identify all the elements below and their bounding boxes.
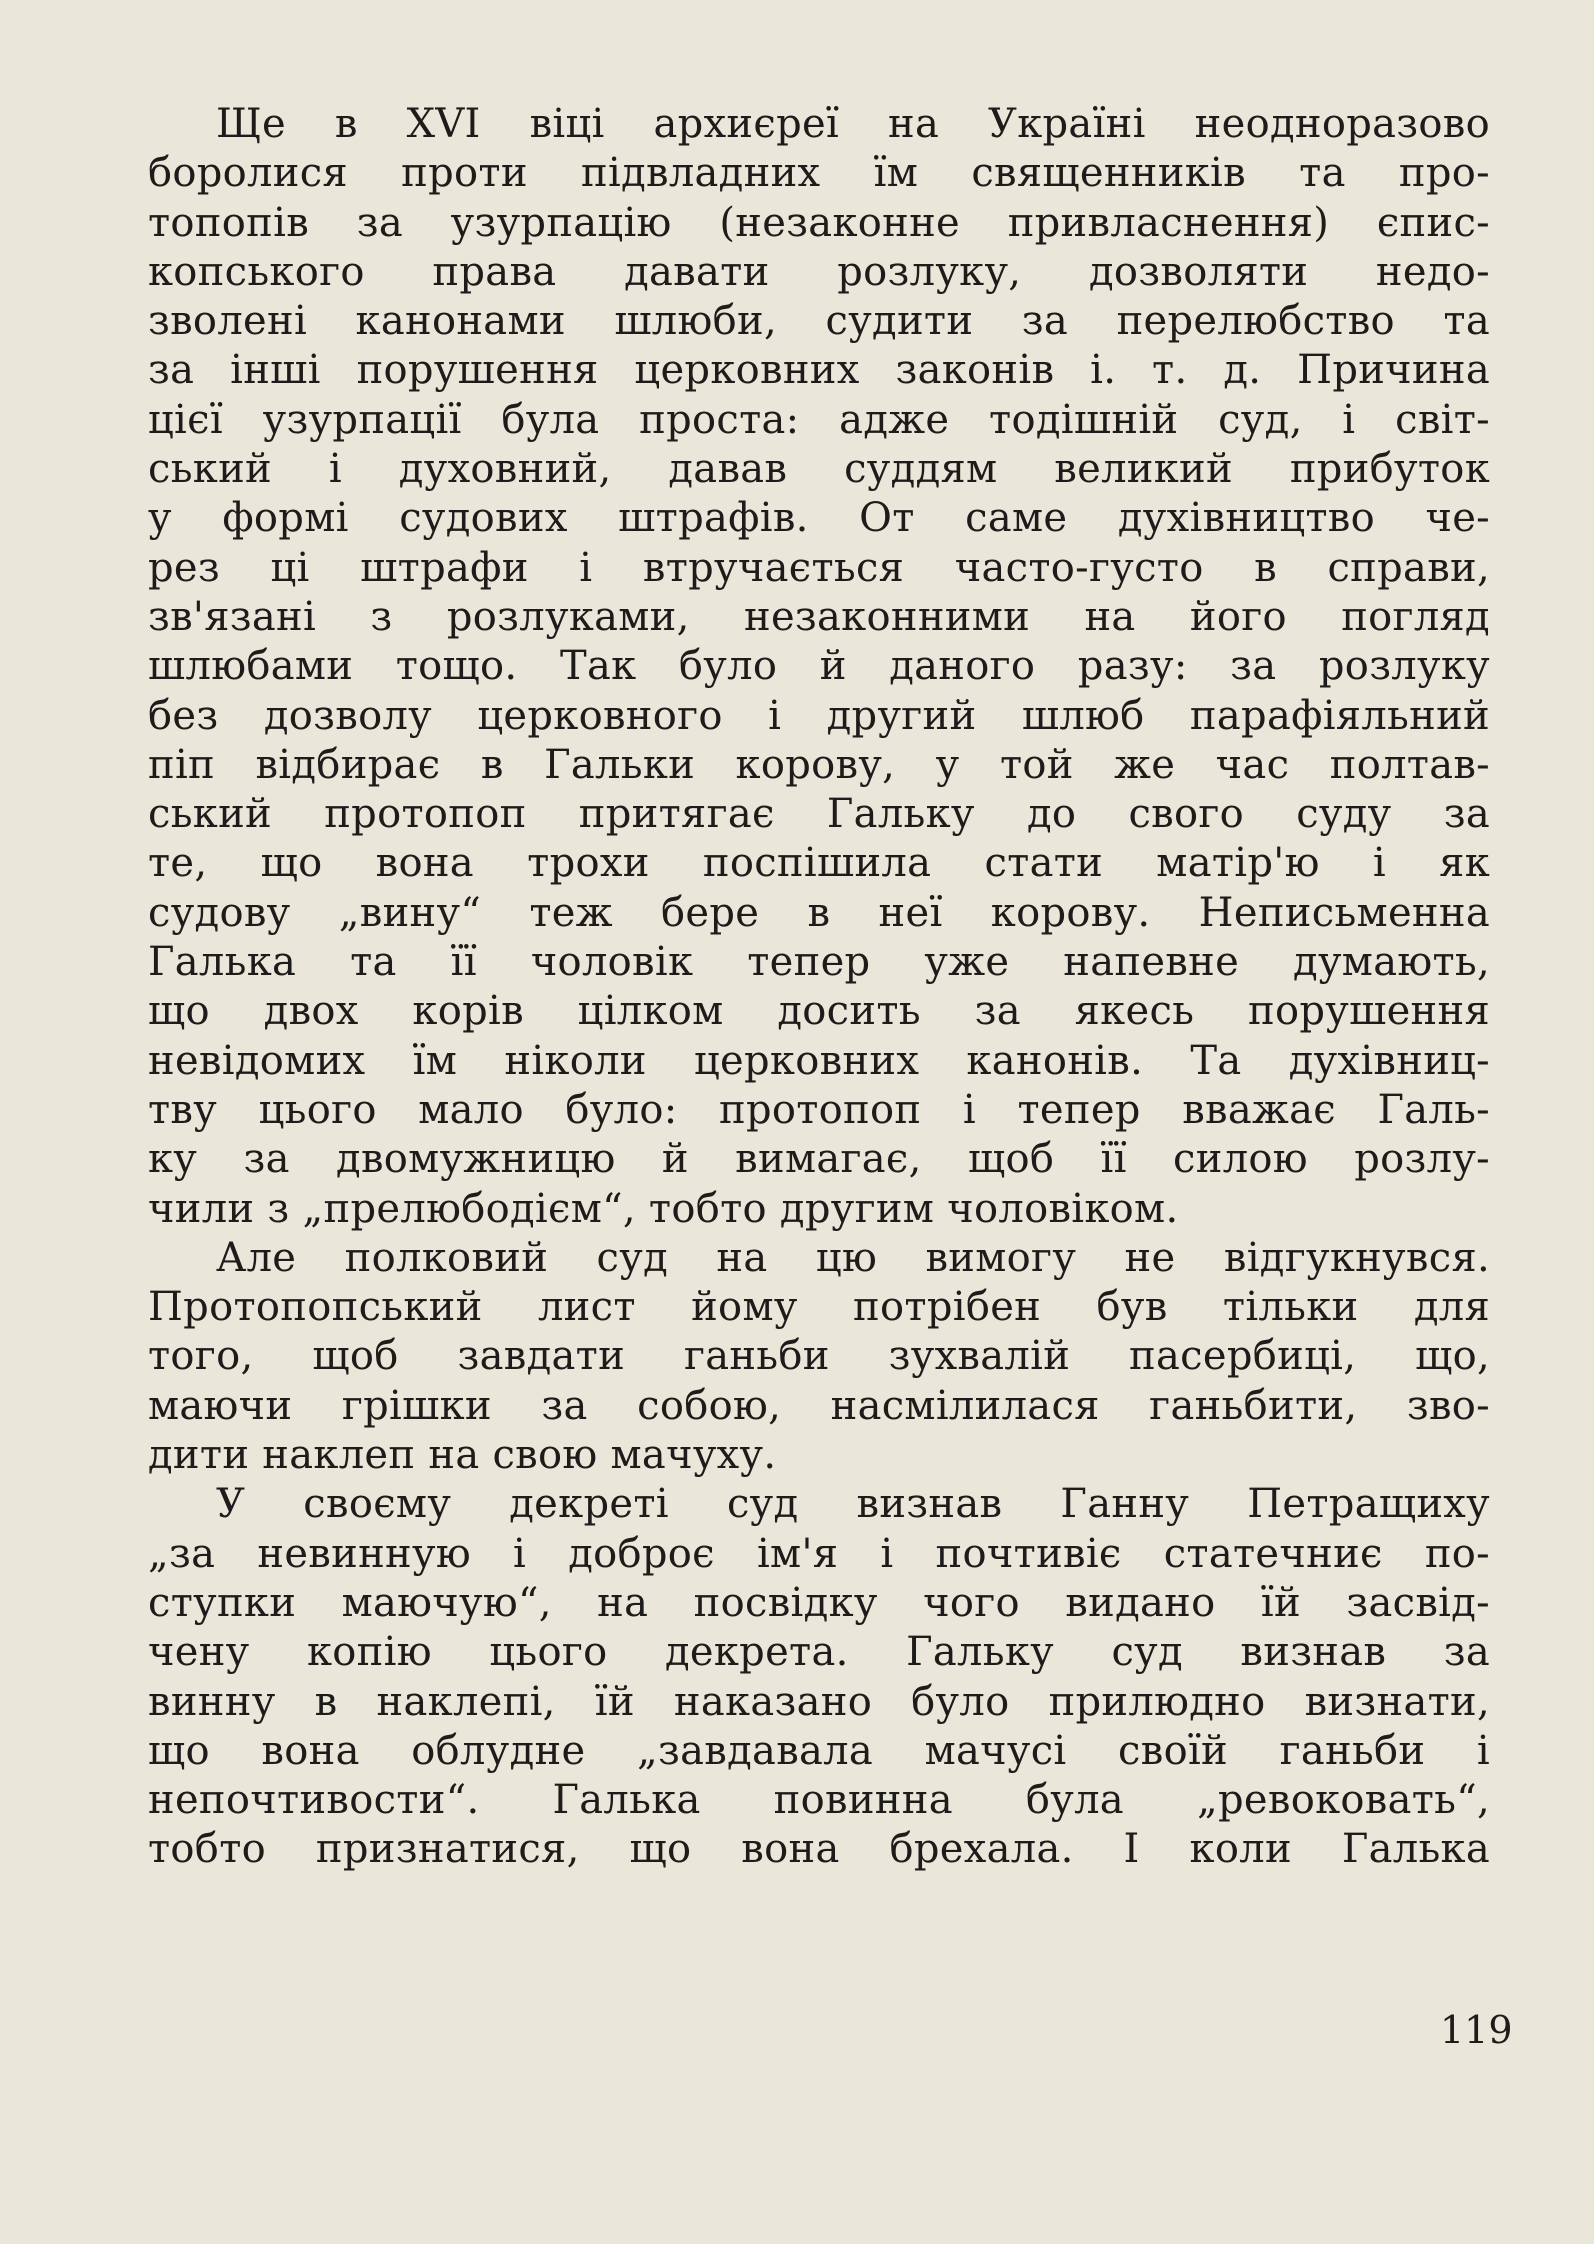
page-text [148,100,1490,1875]
text-line: чену копію цього декрета. Гальку суд визнав за [148,1629,1490,1676]
text-line: копського права давати розлуку, дозволяти недо- [148,248,1490,295]
text-line: непочтивости“. Галька повинна була „ревоковать“, [148,1777,1490,1824]
text-line: Але полковий суд на цю вимогу не відгукнувся. [216,1234,1490,1281]
text-line: тву цього мало було: протопоп і тепер вважає Галь- [148,1086,1490,1133]
text-line: зволені канонами шлюби, судити за перелюбство та [148,298,1490,345]
text-line: Галька та її чоловік тепер уже напевне думають, [148,939,1490,986]
text-line: те, що вона трохи поспішила стати матір'ю і як [148,840,1490,887]
text-line: що вона облудне „завдавала мачусі своїй ганьби і [148,1727,1490,1774]
text-line: рез ці штрафи і втручається часто-густо в справи, [148,544,1490,591]
text-line: судову „вину“ теж бере в неї корову. Неписьменна [148,889,1490,936]
text-line: дити наклеп на свою мачуху. [148,1432,777,1479]
text-line: піп відбирає в Гальки корову, у той же час полтав- [148,741,1490,788]
text-line: винну в наклепі, їй наказано було прилюдно визнати, [148,1678,1490,1725]
text-line: ський і духовний, давав суддям великий прибуток [148,446,1490,493]
text-line: ку за двомужницю й вимагає, щоб її силою розлу- [148,1136,1490,1183]
page-number: 119 [1440,2008,1513,2052]
text-line: У своєму декреті суд визнав Ганну Петращиху [216,1481,1490,1528]
text-line: за інші порушення церковних законів і. т. д. Причина [148,347,1490,394]
text-line: Протопопський лист йому потрібен був тільки для [148,1284,1490,1331]
text-line: боролися проти підвладних їм священників та про- [148,150,1490,197]
text-line: що двох корів цілком досить за якесь порушення [148,988,1490,1035]
text-line: без дозволу церковного і другий шлюб парафіяльний [148,692,1490,739]
text-line: „за невинную і доброє ім'я і почтивіє статечниє по- [148,1530,1490,1577]
text-line: шлюбами тощо. Так було й даного разу: за розлуку [148,643,1490,690]
text-line: зв'язані з розлуками, незаконними на його погляд [148,593,1490,640]
text-line: Ще в XVI віці архиєреї на Україні неодноразово [216,101,1490,147]
text-line: цієї узурпації була проста: адже тодішній суд, і світ- [148,396,1490,443]
text-line: того, щоб завдати ганьби зухвалій пасербиці, що, [148,1333,1490,1380]
text-line: ський протопоп притягає Гальку до свого суду за [148,791,1490,838]
text-line: невідомих їм ніколи церковних канонів. Та духівниц- [148,1037,1490,1084]
text-line: маючи грішки за собою, насмілилася ганьбити, зво- [148,1382,1490,1429]
text-line: чили з „прелюбодієм“, тобто другим чоловіком. [148,1185,1179,1232]
text-line: у формі судових штрафів. От саме духівництво че- [148,495,1490,542]
text-line: ступки маючую“, на посвідку чого видано їй засвід- [148,1579,1490,1626]
text-line: тобто признатися, що вона брехала. І коли Галька [148,1826,1490,1873]
text-line: топопів за узурпацію (незаконне привласнення) єпис- [148,199,1490,246]
